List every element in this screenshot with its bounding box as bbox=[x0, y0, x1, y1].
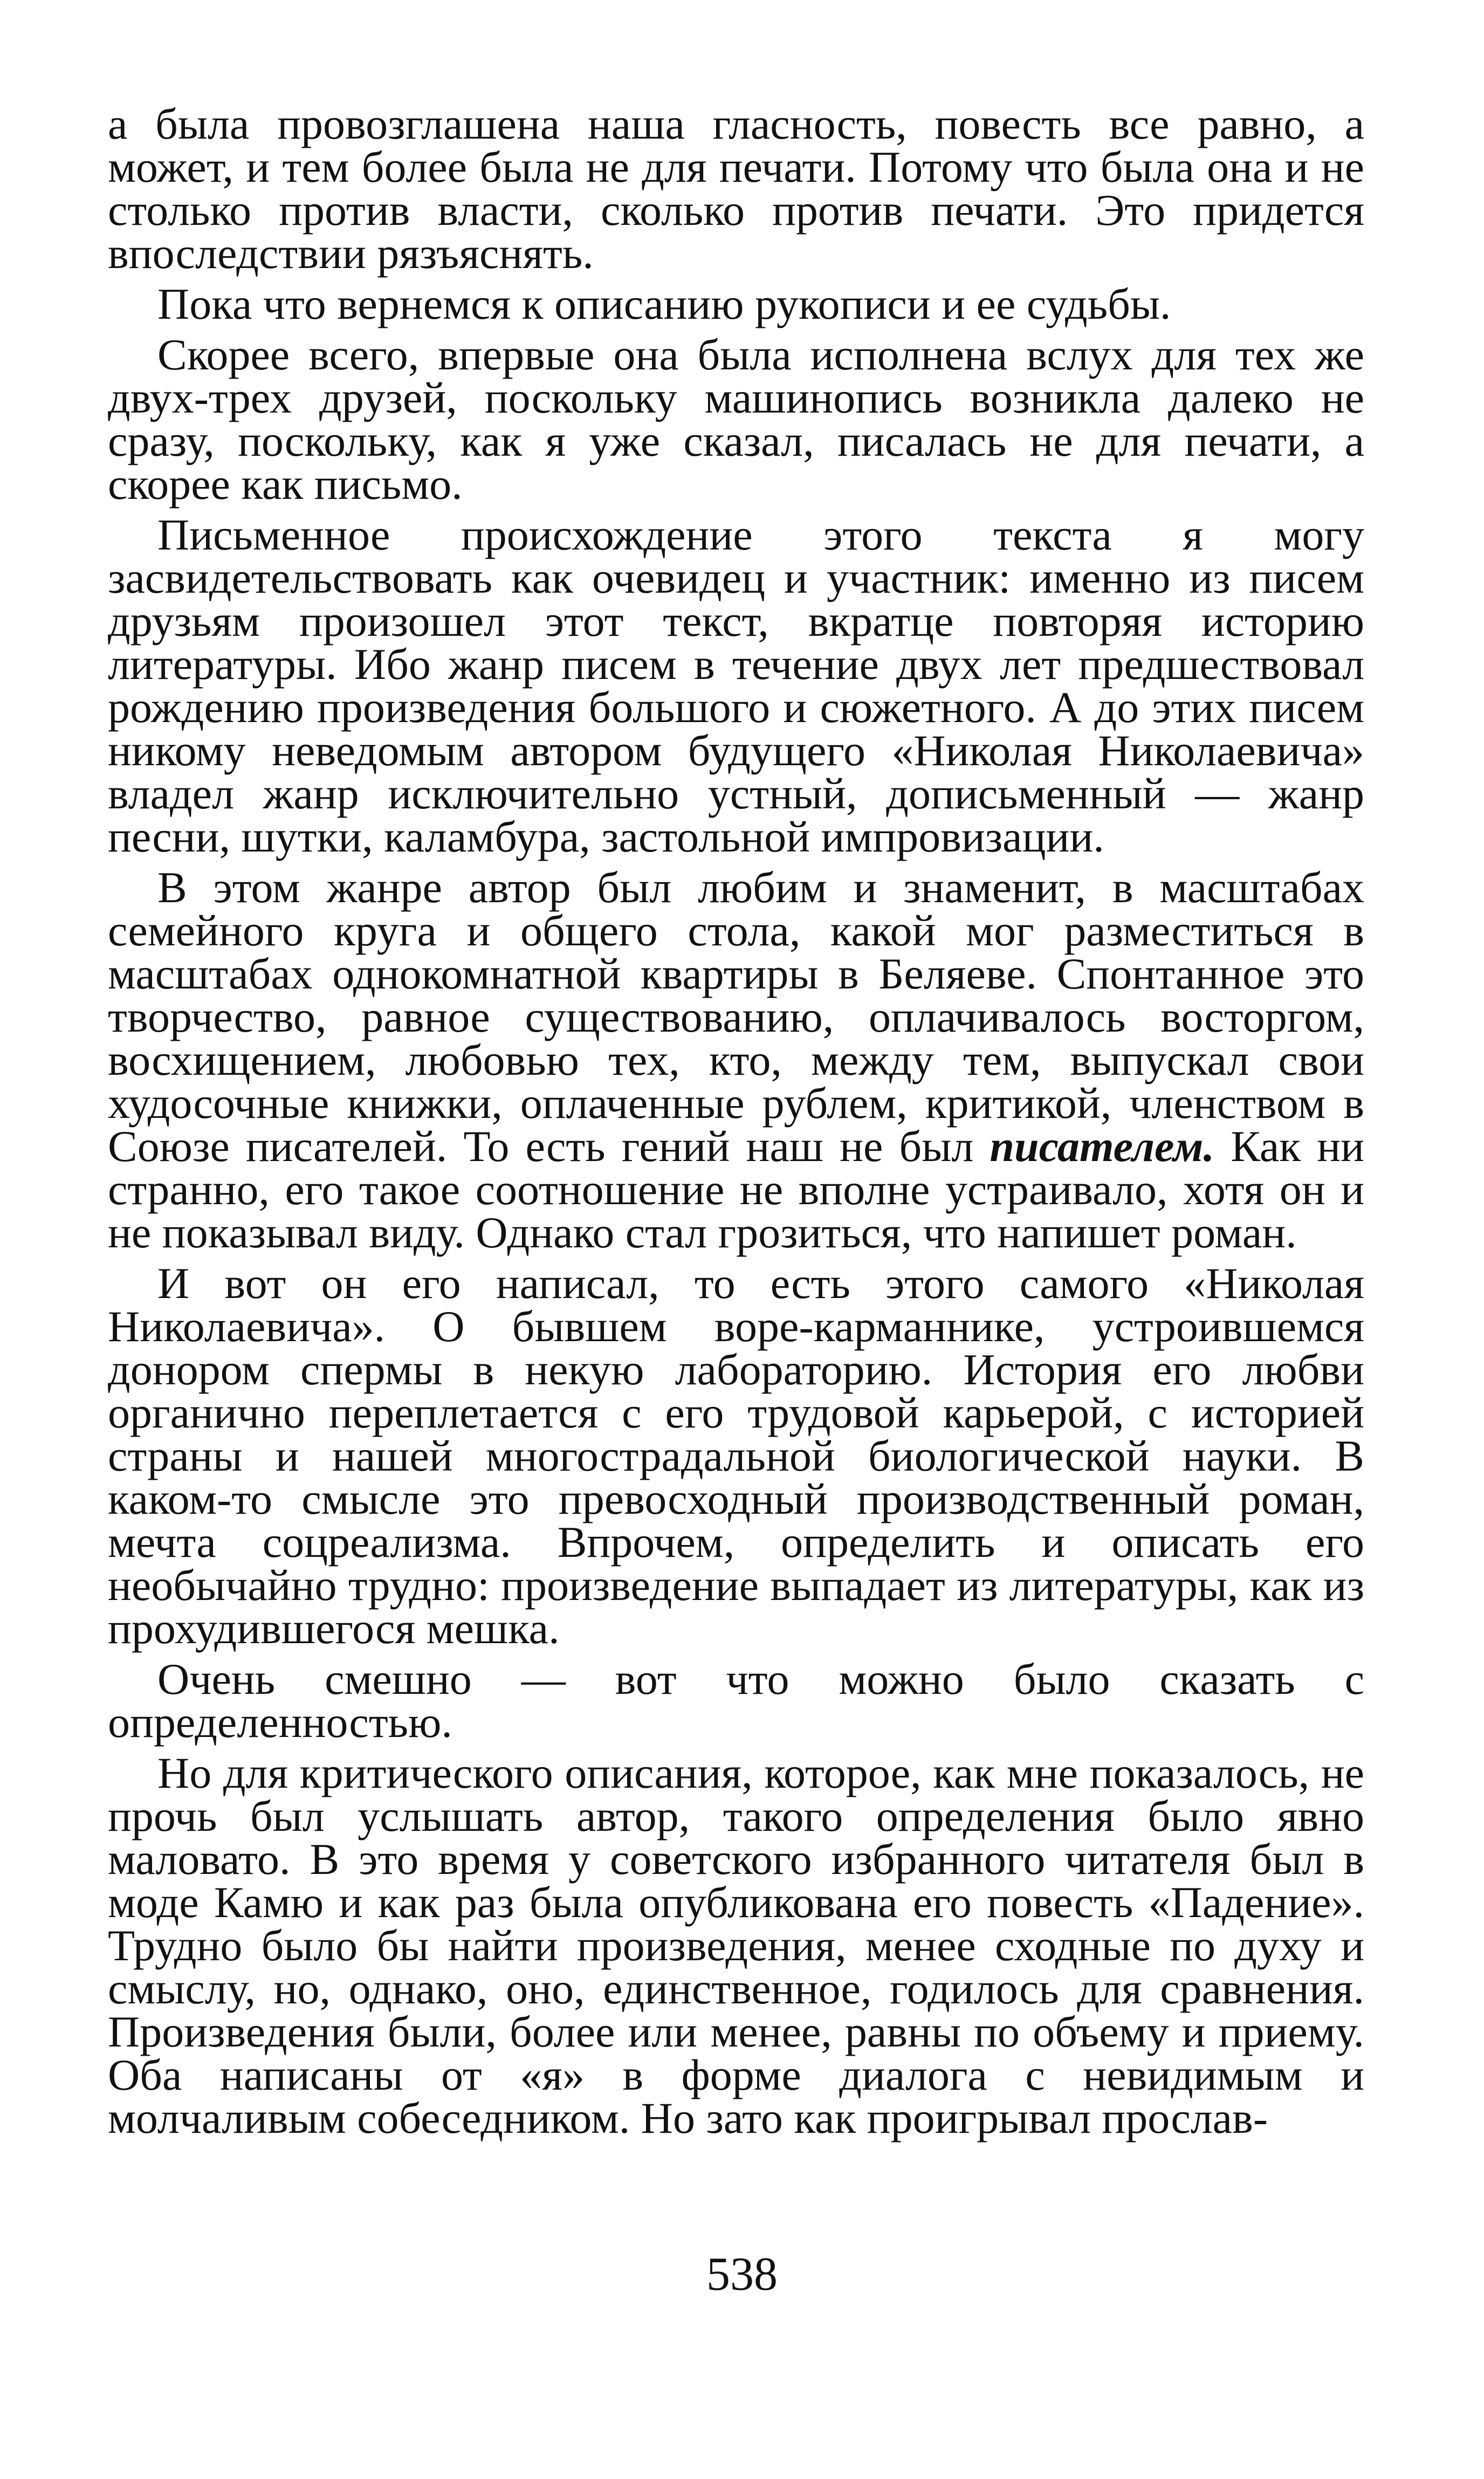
page-number: 538 bbox=[706, 2248, 778, 2301]
paragraph-5-text-start: В этом жанре автор был любим и знаменит, в масштабах семейного круга и общего стола, какой мог разместиться в масштабах однокомнатной квартиры в Беляеве. Спонтанное это творчество, равное существованию, оплачивалось восторгом, восхищением, любовью тех, кто, между тем, выпускал свои худосочные книжки, оплаченные рублем, критикой, членством в Союзе писателей. То есть гений наш не был bbox=[108, 863, 1364, 1171]
paragraph-8: Но для критического описания, которое, как мне показалось, не прочь был услышать автор, такого определения было явно маловато. В это время у советского избранного читателя был в моде Камю и как раз была опубликована его повесть «Падение». Трудно было бы найти произведения, менее сходные по духу и смыслу, но, однако, оно, единственное, годилось для сравнения. Произведения были, более или менее, равны по объему и приему. Оба написаны от «я» в форме диалога с невидимым и молчаливым собеседником. Но зато как проигрывал прослав- bbox=[108, 1748, 1364, 2142]
paragraph-4: Письменное происхождение этого текста я могу засвидетельствовать как очевидец и участник: именно из писем друзьям произошел этот текст, вкратце повторяя историю литературы. Ибо жанр писем в течение двух лет предшествовал рождению произведения большого и сюжетного. А до этих писем никому неведомым автором будущего «Николая Николаевича» владел жанр исключительно устный, дописьменный — жанр песни, шутки, каламбура, застольной импровизации. bbox=[108, 510, 1364, 861]
paragraph-5-text-end: Как ни странно, его такое соотношение не вполне устраивало, хотя он и не показывал виду. Однако стал грозиться, что напишет роман. bbox=[108, 1122, 1364, 1257]
emphasized-word: писателем. bbox=[990, 1122, 1215, 1171]
paragraph-1: а была провозглашена наша гласность, повесть все равно, а может, и тем более была не для печати. Потому что была она и не столько против власти, сколько против печати. Это придется впоследствии рязъяснять. bbox=[108, 99, 1364, 278]
paragraph-3: Скорее всего, впервые она была исполнена вслух для тех же двух-трех друзей, поскольку машинопись возникла далеко не сразу, поскольку, как я уже сказал, писалась не для печати, а скорее как письмо. bbox=[108, 330, 1364, 509]
paragraph-7: Очень смешно — вот что можно было сказать с определенностью. bbox=[108, 1654, 1364, 1747]
paragraph-5 bbox=[108, 863, 1364, 1257]
paragraph-6: И вот он его написал, то есть этого самого «Николая Николаевича». О бывшем воре-карманнике, устроившемся донором спермы в некую лабораторию. История его любви органично переплетается с его трудовой карьерой, с историей страны и нашей многострадальной биологической науки. В каком-то смысле это превосходный производственный роман, мечта соцреализма. Впрочем, определить и описать его необычайно трудно: произведение выпадает из литературы, как из прохудившегося мешка. bbox=[108, 1259, 1364, 1653]
paragraph-2: Пока что вернемся к описанию рукописи и ее судьбы. bbox=[157, 279, 1171, 328]
book-page-body bbox=[108, 99, 1364, 2147]
